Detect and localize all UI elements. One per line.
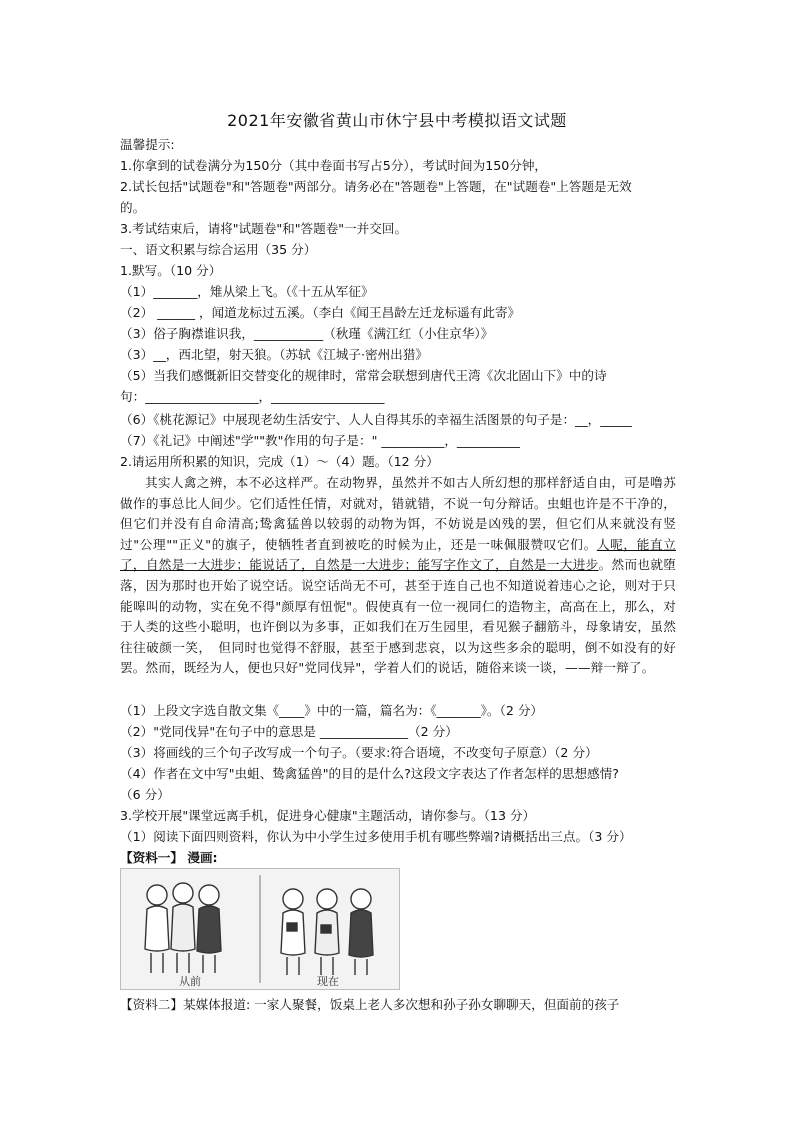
figure-left-3: [197, 885, 221, 973]
q1-item-1: （1）_______，雉从梁上飞。（《十五从军征》: [120, 284, 374, 299]
figure-left-1: [145, 885, 169, 973]
cartoon-image: [120, 868, 400, 990]
q2-item-4: （4）作者在文中写"虫蛆、鸷禽猛兽"的目的是什么?这段文字表达了作者怎样的思想感情?: [120, 766, 619, 781]
passage-text-2: 。然而也就堕落，因为那时也开始了说空话。说空话尚无不可，甚至于连自己也不知道说着违心之论，则对于只能嗥叫的动物，实在免不得"颜厚有忸怩"。假使真有一位一视同仁的造物主，高高在上，那么，对于人类的这些小聪明，也许倒以为多事，正如我们在万生园里，看见猴子翻筋斗，母象请安，虽然往往破颜一笑， 但同时也觉得不舒服，甚至于感到悲哀，以为这些多余的聪明，倒不如没有的好罢。然而，既经为人，便也只好"党同伐异"，学着人们的说话，随俗来谈一谈，——辩一辩了。: [120, 557, 676, 676]
tip-1: 1.你拿到的试卷满分为150分（其中卷面书写占5分），考试时间为150分钟，: [120, 158, 548, 173]
cartoon-drawing: [121, 869, 399, 989]
q2-heading: 2.请运用所积累的知识，完成（1）～（4）题。（12 分）: [120, 454, 439, 469]
tip-3: 3.考试结束后，请将"试题卷"和"答题卷"一并交回。: [120, 221, 408, 236]
section-heading: 一、语文积累与综合运用（35 分）: [120, 242, 317, 257]
q1-item-4: （3）__，西北望，射天狼。（苏轼《江城子·密州出猎》: [120, 347, 428, 362]
q1-item-7: （7）《礼记》中阐述"学""教"作用的句子是：" __________，__________: [120, 433, 520, 448]
q3-item-1: （1）阅读下面四则资料，你认为中小学生过多使用手机有哪些弊端?请概括出三点。（3 分）: [120, 829, 632, 844]
q1-item-5: （5）当我们感慨新旧交替变化的规律时，常常会联想到唐代王湾《次北固山下》中的诗: [120, 368, 607, 383]
comic-caption-before: 从前: [179, 975, 201, 988]
comic-caption-now: 现在: [317, 975, 339, 988]
underlined-sentences: 人呢，能直立了，自然是一大进步；能说话了，自然是一大进步；能写字作文了，自然是一大进步: [120, 536, 676, 573]
q1-item-6: （6）《桃花源记》中展现老幼生活安宁、人人自得其乐的幸福生活图景的句子是：__，_____: [120, 412, 632, 427]
figure-right-1: [281, 889, 305, 975]
material-2: 【资料二】某媒体报道: 一家人聚餐，饭桌上老人多次想和孙子孙女聊聊天，但面前的孩子: [120, 997, 620, 1012]
figure-left-2: [171, 883, 195, 973]
q2-item-1: （1）上段文字选自散文集《____》中的一篇，篇名为：《_______》。（2 分）: [120, 703, 544, 718]
passage-text-1: 其实人禽之辨，本不必这样严。在动物界，虽然并不如古人所幻想的那样舒适自由，可是噜苏做作的事总比人间少。它们适性任情，对就对，错就错，不说一句分辩话。虫蛆也许是不干净的，但它们并没有自命清高;鸷禽猛兽以较弱的动物为饵，不妨说是凶残的罢，但它们从来就没有竖过"公理""正义"的旗子，使牺牲者直到被吃的时候为止，还是一味佩服赞叹它们。: [120, 475, 676, 552]
q1-item-3: （3）俗子胸襟谁识我，___________（秋瑾《满江红（小住京华）》: [120, 326, 494, 341]
figure-right-2: [315, 889, 339, 975]
q2-item-4-cont: （6 分）: [120, 787, 170, 802]
q2-passage: [120, 473, 676, 679]
material-1-label: 【资料一】 漫画:: [120, 850, 218, 865]
tips-heading: 温馨提示:: [120, 137, 175, 152]
q2-item-2: （2）"党同伐异"在句子中的意思是 ______________（2 分）: [120, 724, 458, 739]
q1-item-2: （2） ______ ，闻道龙标过五溪。（李白《闻王昌龄左迁龙标遥有此寄》: [120, 305, 521, 320]
figure-right-3: [349, 889, 373, 975]
tip-2: 2.试长包括"试题卷"和"答题卷"两部分。请务必在"答题卷"上答题，在"试题卷"上答题是无效: [120, 179, 632, 194]
q1-heading: 1.默写。（10 分）: [120, 263, 222, 278]
q2-item-3: （3）将画线的三个句子改写成一个句子。（要求:符合语境，不改变句子原意）（2 分）: [120, 745, 598, 760]
q3-heading: 3.学校开展"课堂远离手机，促进身心健康"主题活动，请你参与。（13 分）: [120, 808, 536, 823]
tip-2-cont: 的。: [120, 200, 146, 215]
page-title: 2021年安徽省黄山市休宁县中考模拟语文试题: [227, 111, 567, 130]
q1-item-5-cont: 句：__________________，__________________: [120, 389, 385, 404]
